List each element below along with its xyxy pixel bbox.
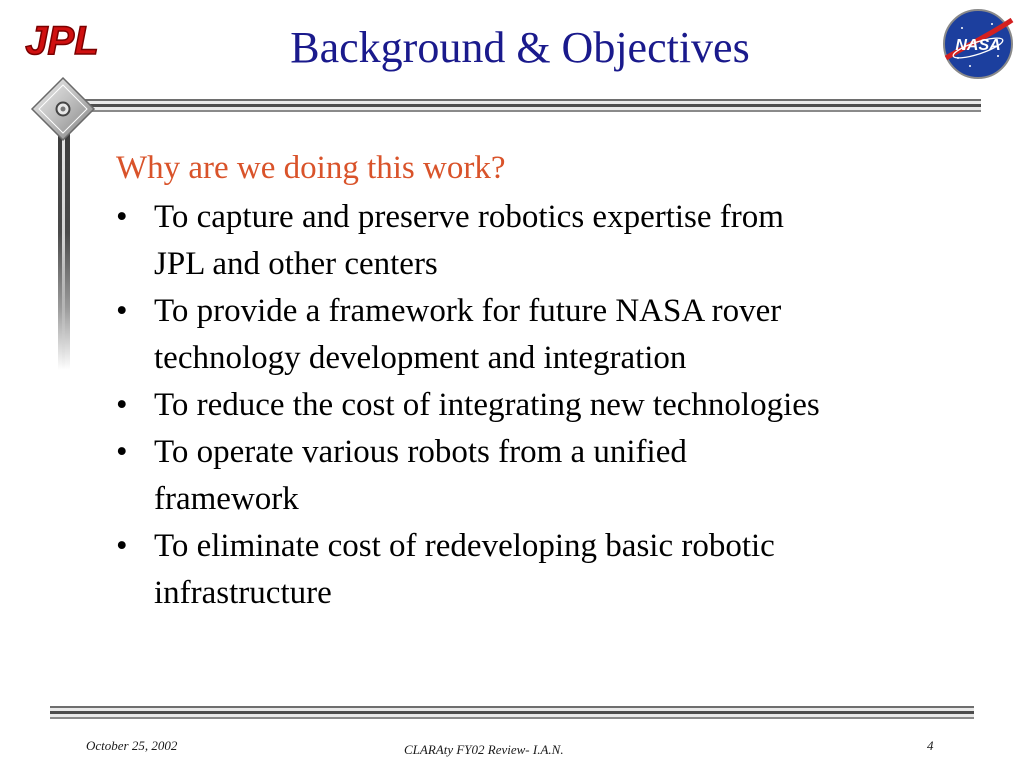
bullet-icon: • bbox=[116, 199, 128, 235]
jpl-logo-text: JPL bbox=[25, 19, 99, 63]
objectives-list bbox=[114, 194, 984, 617]
list-item-line: To provide a framework for future NASA rover bbox=[154, 293, 782, 329]
list-item bbox=[114, 288, 984, 382]
page-title: Background & Objectives bbox=[290, 23, 750, 72]
bullet-icon: • bbox=[116, 434, 128, 470]
footer-rule bbox=[50, 706, 974, 720]
diamond-ornament-icon bbox=[30, 76, 96, 142]
jpl-logo bbox=[4, 14, 120, 64]
list-item-line: JPL and other centers bbox=[154, 246, 438, 282]
list-item-line: To operate various robots from a unified bbox=[154, 434, 687, 470]
list-item-line: To eliminate cost of redeveloping basic robotic bbox=[154, 528, 775, 564]
nasa-logo bbox=[940, 6, 1016, 82]
footer-date: October 25, 2002 bbox=[86, 738, 178, 753]
section-subtitle: Why are we doing this work? bbox=[116, 150, 506, 186]
list-item-line: framework bbox=[154, 481, 299, 517]
bullet-icon: • bbox=[116, 387, 128, 423]
header-rule bbox=[66, 99, 981, 113]
list-item bbox=[114, 194, 984, 288]
footer-presentation-title: CLARAty FY02 Review- I.A.N. bbox=[404, 742, 564, 757]
list-item-line: infrastructure bbox=[154, 575, 332, 611]
nasa-logo-text: NASA bbox=[955, 37, 1001, 54]
list-item bbox=[114, 382, 984, 429]
list-item-line: technology development and integration bbox=[154, 340, 687, 376]
list-item bbox=[114, 429, 984, 523]
list-item-line: To reduce the cost of integrating new technologies bbox=[154, 387, 820, 423]
page-number: 4 bbox=[927, 738, 934, 753]
bullet-icon: • bbox=[116, 293, 128, 329]
list-item bbox=[114, 523, 984, 617]
list-item-line: To capture and preserve robotics expertise from bbox=[154, 199, 784, 235]
vertical-accent-highlight bbox=[62, 120, 65, 370]
bullet-icon: • bbox=[116, 528, 128, 564]
